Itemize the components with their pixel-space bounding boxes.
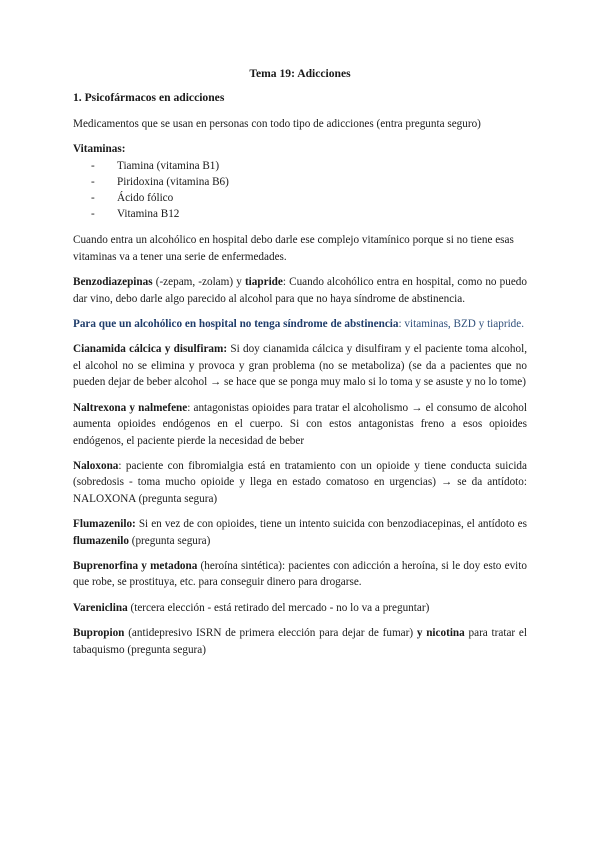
term-naltrexona: Naltrexona y nalmefene [73, 401, 188, 414]
term-flumazenilo: Flumazenilo: [73, 518, 136, 531]
vitaminas-list [73, 158, 527, 223]
buprenorfina-paragraph [73, 558, 527, 591]
term-buprenorfina: Buprenorfina y metadona [73, 559, 198, 572]
term-cianamida: Cianamida cálcica y disulfiram: [73, 343, 228, 356]
alcoholico-paragraph: Cuando entra un alcohólico en hospital debo darle ese complejo vitamínico porque si no tiene esas vitaminas va a tener una serie de enfermedades. [73, 234, 514, 263]
flumazenilo-mid-text: Si en vez de con opioides, tiene un intento suicida con benzodiacepinas, el antídoto es [135, 518, 527, 531]
naltrexona-rest-text: : antagonistas opioides para tratar el alcoholismo → el consumo de alcohol aumenta opioides endógenos en el cuerpo. Si con estos antagonistas freno a esos opioides endógenos, el paciente pierde la necesidad de beber [73, 401, 528, 447]
vareniclina-paragraph [73, 600, 527, 616]
term-bupropion: Bupropion [73, 627, 125, 640]
list-item: - Vitamina B12 [73, 206, 527, 222]
vitaminas-label: Vitaminas: [73, 143, 126, 156]
flumazenilo-paragraph [73, 516, 527, 549]
term-tiapride: tiapride [244, 276, 283, 289]
term-nicotina: y nicotina [416, 627, 465, 640]
list-item: - Piridoxina (vitamina B6) [73, 174, 527, 190]
vareniclina-rest-text: (tercera elección - está retirado del mercado - no lo va a preguntar) [127, 601, 430, 614]
cianamida-rest-text: Si doy cianamida cálcica y disulfiram y el paciente toma alcohol, el alcohol no se elimina y provoca y gran problema (no se metaboliza) (se da a pacientes que no pueden dejar de beber alcohol → se hace que se ponga muy malo si lo toma y se asuste y no lo tome) [73, 343, 527, 389]
benzo-rest-text: : Cuando alcohólico entra en hospital, como no puedo dar vino, debo darle algo parecido al alcohol para que no haya síndrome de abstinencia. [73, 276, 527, 305]
naloxona-rest-text: : paciente con fibromialgia está en tratamiento con un opioide y tiene conducta suicida (sobredosis - toma mucho opioide y llega en estado comatoso en urgencias) → se da antídoto: NALOXONA (pregunta segura) [73, 459, 527, 505]
term-flumazenilo-antidote: flumazenilo [73, 534, 129, 547]
term-vareniclina: Vareniclina [73, 601, 128, 614]
flumazenilo-rest-text: (pregunta segura) [128, 534, 211, 547]
highlight-paragraph [73, 316, 527, 332]
term-naloxona: Naloxona [73, 459, 119, 472]
document-title: Tema 19: Adicciones [249, 67, 351, 80]
intro-paragraph: Medicamentos que se usan en personas con todo tipo de adicciones (entra pregunta seguro) [73, 117, 481, 130]
naltrexona-paragraph [73, 400, 527, 449]
bupropion-paragraph [73, 625, 527, 658]
list-item: - Ácido fólico [73, 190, 527, 206]
buprenorfina-rest-text: (heroína sintética): pacientes con adicción a heroína, si le doy esto evito que robe, se prostituya, etc. para conseguir dinero para drogarse. [73, 559, 527, 589]
benzo-mid-text: (-zepam, -zolam) y [152, 276, 245, 289]
section-heading: 1. Psicofármacos en adicciones [73, 91, 225, 105]
bupropion-mid-text: (antidepresivo ISRN de primera elección para dejar de fumar) [124, 627, 417, 640]
highlight-rest: : vitaminas, BZD y tiapride. [398, 318, 525, 331]
bupropion-rest-text: para tratar el tabaquismo (pregunta segura) [73, 627, 527, 656]
document-page [73, 66, 527, 667]
naloxona-paragraph [73, 458, 527, 507]
highlight-strong: Para que un alcohólico en hospital no tenga síndrome de abstinencia [73, 318, 399, 331]
cianamida-paragraph [73, 341, 527, 390]
term-benzodiazepinas: Benzodiazepinas [73, 276, 153, 289]
benzodiazepinas-paragraph [73, 274, 527, 307]
list-item: - Tiamina (vitamina B1) [73, 158, 527, 174]
